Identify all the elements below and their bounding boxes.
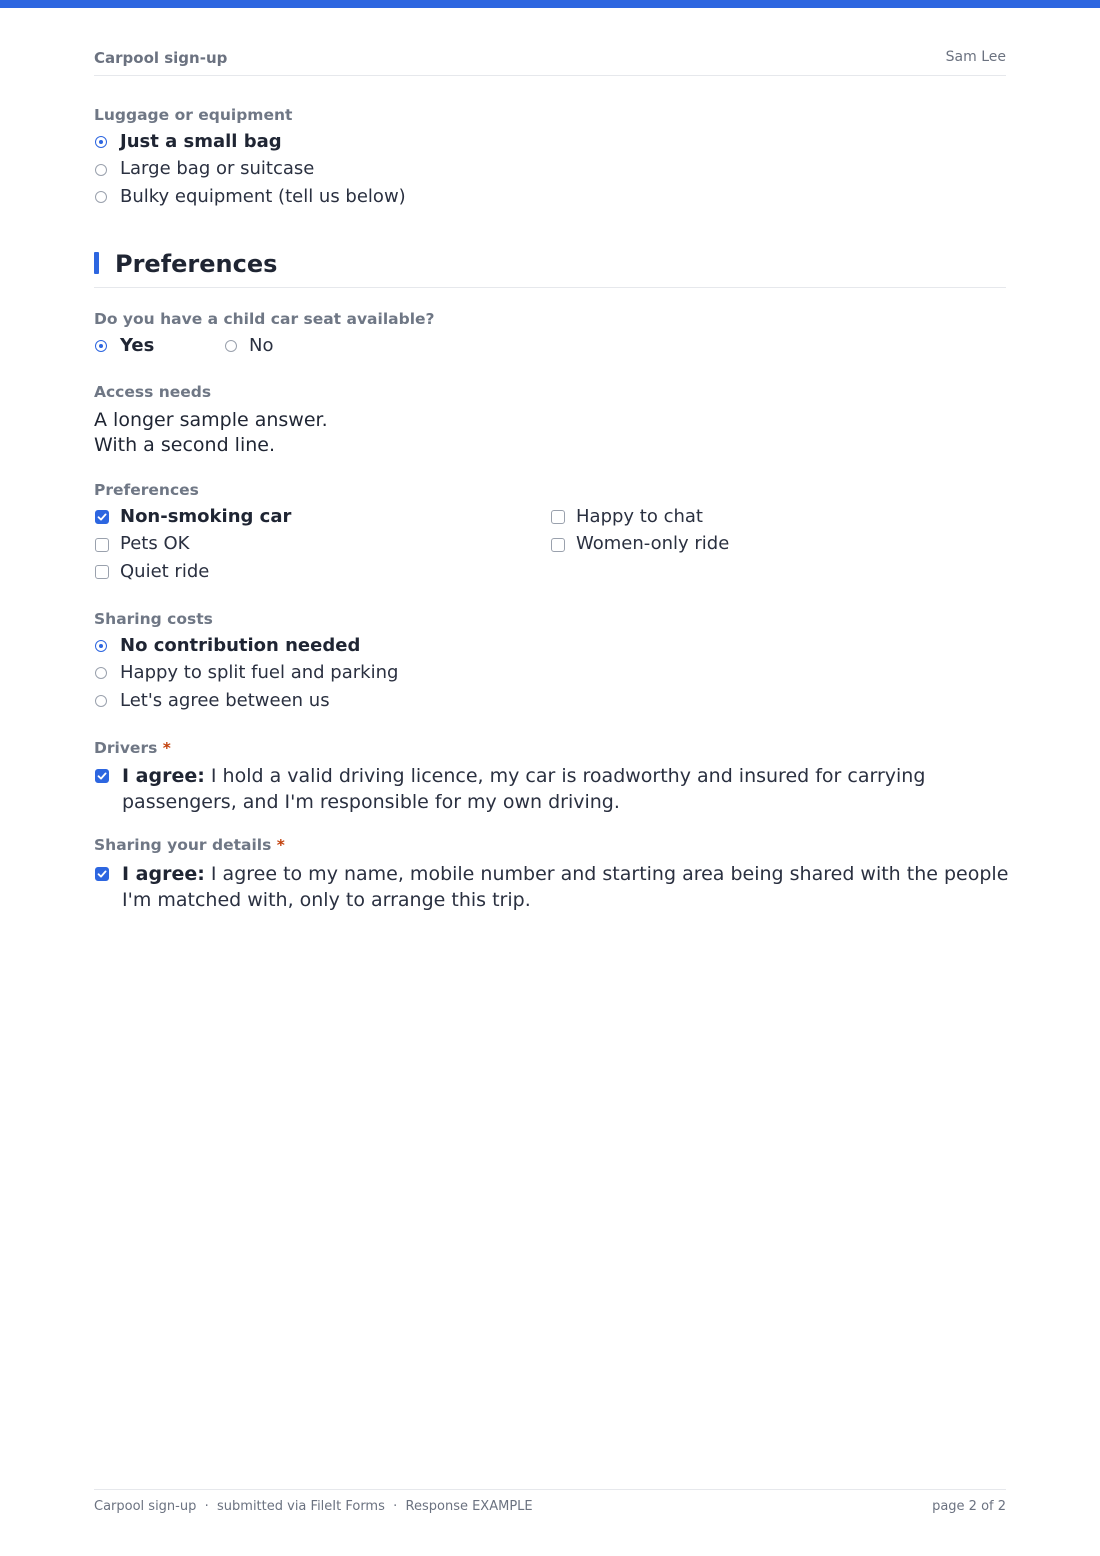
section-accent-bar bbox=[94, 252, 99, 274]
costs-option-split-fuel[interactable]: Happy to split fuel and parking bbox=[120, 662, 399, 683]
checkmark-icon bbox=[97, 512, 107, 522]
luggage-radio-large-bag[interactable] bbox=[95, 164, 107, 176]
page-header bbox=[94, 48, 1006, 76]
section-title: Preferences bbox=[115, 250, 278, 278]
costs-option-agree-between[interactable]: Let's agree between us bbox=[120, 690, 330, 711]
access-needs-answer-line-2: With a second line. bbox=[94, 434, 275, 456]
preferences-label: Preferences bbox=[94, 481, 199, 499]
sharing-details-agree-checkbox[interactable] bbox=[95, 867, 109, 881]
footer-page-number: page 2 of 2 bbox=[932, 1499, 1006, 1514]
child-seat-label: Do you have a child car seat available? bbox=[94, 310, 435, 328]
pref-checkbox-quiet-ride[interactable] bbox=[95, 565, 109, 579]
drivers-agree-checkbox[interactable] bbox=[95, 769, 109, 783]
sharing-details-agree-statement[interactable] bbox=[122, 861, 1012, 913]
form-title: Carpool sign-up bbox=[94, 49, 228, 67]
costs-radio-no-contribution[interactable] bbox=[95, 640, 107, 652]
pref-option-women-only[interactable]: Women-only ride bbox=[576, 533, 730, 554]
checkmark-icon bbox=[97, 771, 107, 781]
sharing-details-agree-prefix: I agree: bbox=[122, 863, 205, 885]
child-seat-radio-yes[interactable] bbox=[95, 340, 107, 352]
sharing-details-label bbox=[94, 836, 285, 854]
costs-radio-agree-between[interactable] bbox=[95, 695, 107, 707]
pref-checkbox-pets-ok[interactable] bbox=[95, 538, 109, 552]
drivers-label bbox=[94, 739, 171, 757]
costs-option-no-contribution[interactable]: No contribution needed bbox=[120, 635, 361, 656]
section-header-preferences bbox=[94, 250, 1006, 288]
user-name: Sam Lee bbox=[945, 49, 1006, 65]
drivers-agree-prefix: I agree: bbox=[122, 765, 205, 787]
pref-option-quiet-ride[interactable]: Quiet ride bbox=[120, 561, 210, 582]
drivers-label-text: Drivers bbox=[94, 739, 158, 757]
access-needs-answer-line-1: A longer sample answer. bbox=[94, 409, 328, 431]
luggage-option-small-bag[interactable]: Just a small bag bbox=[120, 131, 282, 152]
top-accent-bar bbox=[0, 0, 1100, 8]
access-needs-label: Access needs bbox=[94, 383, 212, 401]
luggage-option-large-bag[interactable]: Large bag or suitcase bbox=[120, 158, 315, 179]
required-asterisk: * bbox=[276, 836, 285, 854]
child-seat-option-yes[interactable]: Yes bbox=[120, 335, 155, 356]
sharing-details-label-text: Sharing your details bbox=[94, 836, 272, 854]
pref-checkbox-non-smoking[interactable] bbox=[95, 510, 109, 524]
footer-submission-info: Carpool sign-up · submitted via FileIt Forms · Response EXAMPLE bbox=[94, 1499, 533, 1514]
pref-option-happy-to-chat[interactable]: Happy to chat bbox=[576, 506, 703, 527]
pref-checkbox-happy-to-chat[interactable] bbox=[551, 510, 565, 524]
luggage-radio-bulky[interactable] bbox=[95, 191, 107, 203]
sharing-details-agree-text: I agree to my name, mobile number and starting area being shared with the people I'm matched with, only to arrange this trip. bbox=[122, 863, 1009, 911]
drivers-agree-text: I hold a valid driving licence, my car is roadworthy and insured for carrying passengers, and I'm responsible for my own driving. bbox=[122, 765, 926, 813]
pref-option-pets-ok[interactable]: Pets OK bbox=[120, 533, 190, 554]
luggage-option-bulky[interactable]: Bulky equipment (tell us below) bbox=[120, 186, 406, 207]
child-seat-radio-no[interactable] bbox=[225, 340, 237, 352]
costs-radio-split-fuel[interactable] bbox=[95, 667, 107, 679]
luggage-label: Luggage or equipment bbox=[94, 106, 293, 124]
sharing-costs-label: Sharing costs bbox=[94, 610, 213, 628]
required-asterisk: * bbox=[162, 739, 171, 757]
pref-option-non-smoking[interactable]: Non-smoking car bbox=[120, 506, 292, 527]
drivers-agree-statement[interactable] bbox=[122, 763, 1012, 815]
luggage-radio-small-bag[interactable] bbox=[95, 136, 107, 148]
page-footer bbox=[94, 1489, 1006, 1520]
child-seat-option-no[interactable]: No bbox=[249, 335, 274, 356]
checkmark-icon bbox=[97, 869, 107, 879]
pref-checkbox-women-only[interactable] bbox=[551, 538, 565, 552]
